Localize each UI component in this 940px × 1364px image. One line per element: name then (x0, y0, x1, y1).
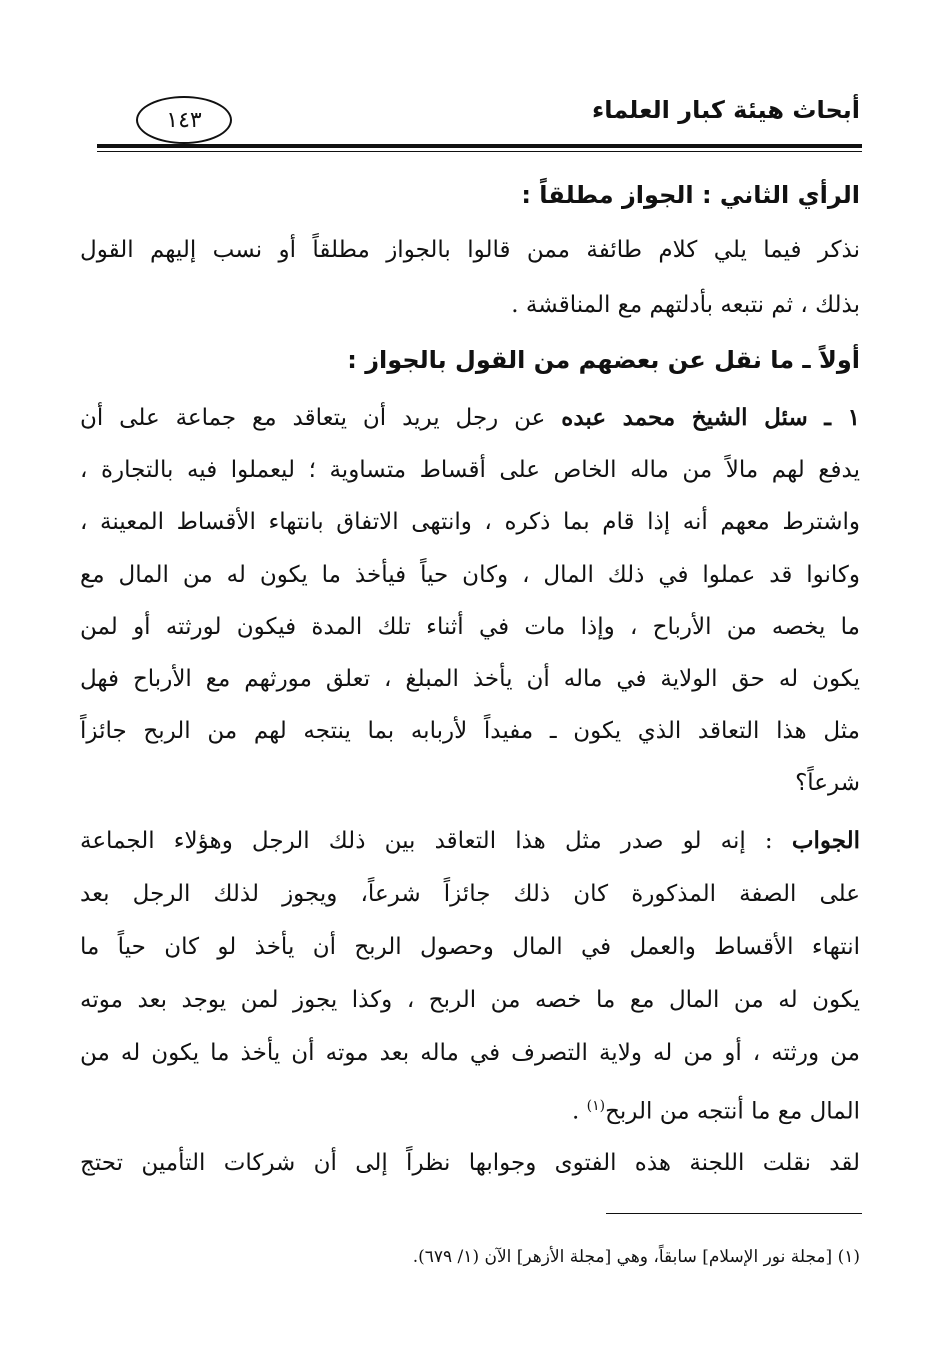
question-line: واشترط معهم أنه إذا قام بما ذكره ، وانتهى الاتفاق بانتهاء الأقساط المعينة ، (80, 509, 860, 535)
question-lead: ١ ـ سئل الشيخ محمد عبده (561, 404, 860, 431)
running-title: أبحاث هيئة كبار العلماء (591, 96, 860, 124)
subsection-heading: أولاً ـ ما نقل عن بعضهم من القول بالجواز : (347, 346, 860, 374)
answer-line: على الصفة المذكورة كان ذلك جائزاً شرعاً، ويجوز لذلك الرجل بعد (80, 881, 860, 907)
answer-line (80, 1091, 860, 1127)
question-line: يكون له حق الولاية في ماله أن يأخذ المبلغ ، تعلق مورثهم مع الأرباح فهل (80, 666, 860, 692)
answer-lead: الجواب (791, 827, 860, 854)
question-line: شرعاً؟ (795, 770, 860, 796)
paragraph-line: لقد نقلت اللجنة هذه الفتوى وجوابها نظراً إلى أن شركات التأمين تحتج (80, 1150, 860, 1176)
paragraph-line: بذلك ، ثم نتبعه بأدلتهم مع المناقشة . (511, 292, 860, 318)
question-line (80, 403, 860, 433)
page-number: ١٤٣ (136, 96, 232, 144)
header-rule-thin (97, 151, 862, 152)
answer-line: يكون له من المال مع ما خصه من الربح ، وكذا يجوز لمن يوجد بعد موته (80, 987, 860, 1013)
question-text: عن رجل يريد أن يتعاقد مع جماعة على أن (80, 405, 562, 431)
header-rule-thick (97, 144, 862, 148)
footnote: (١) [مجلة نور الإسلام] سابقاً، وهي [مجلة الأزهر] الآن (١/ ٦٧٩). (412, 1247, 860, 1267)
paragraph-line: نذكر فيما يلي كلام طائفة ممن قالوا بالجواز مطلقاً أو نسب إليهم القول (80, 237, 860, 263)
answer-line: انتهاء الأقساط والعمل في المال وحصول الربح أن يأخذ لو كان حياً ما (80, 934, 860, 960)
answer-line (80, 826, 860, 856)
answer-text: : إنه لو صدر مثل هذا التعاقد بين ذلك الرجل وهؤلاء الجماعة (80, 828, 792, 854)
section-heading: الرأي الثاني : الجواز مطلقاً : (521, 181, 860, 209)
question-line: وكانوا قد عملوا في ذلك المال ، وكان حياً فيأخذ ما يكون له من المال مع (80, 562, 860, 588)
question-line: ما يخصه من الأرباح ، وإذا مات في أثناء تلك المدة فيكون لورثته أو لمن (80, 614, 860, 640)
question-line: مثل هذا التعاقد الذي يكون ـ مفيداً لأربابه بما ينتجه لهم من الربح جائزاً (80, 718, 860, 744)
answer-text-end: . (571, 1098, 587, 1125)
footnote-rule (606, 1213, 862, 1214)
footnote-reference: (١) (586, 1098, 606, 1114)
answer-text: المال مع ما أنتجه من الربح (605, 1098, 860, 1125)
question-line: يدفع لهم مالاً من ماله الخاص على أقساط متساوية ؛ ليعملوا فيه بالتجارة ، (80, 457, 860, 483)
answer-line: من ورثته ، أو من له ولاية التصرف في ماله بعد موته أن يأخذ ما يكون له من (80, 1040, 860, 1066)
